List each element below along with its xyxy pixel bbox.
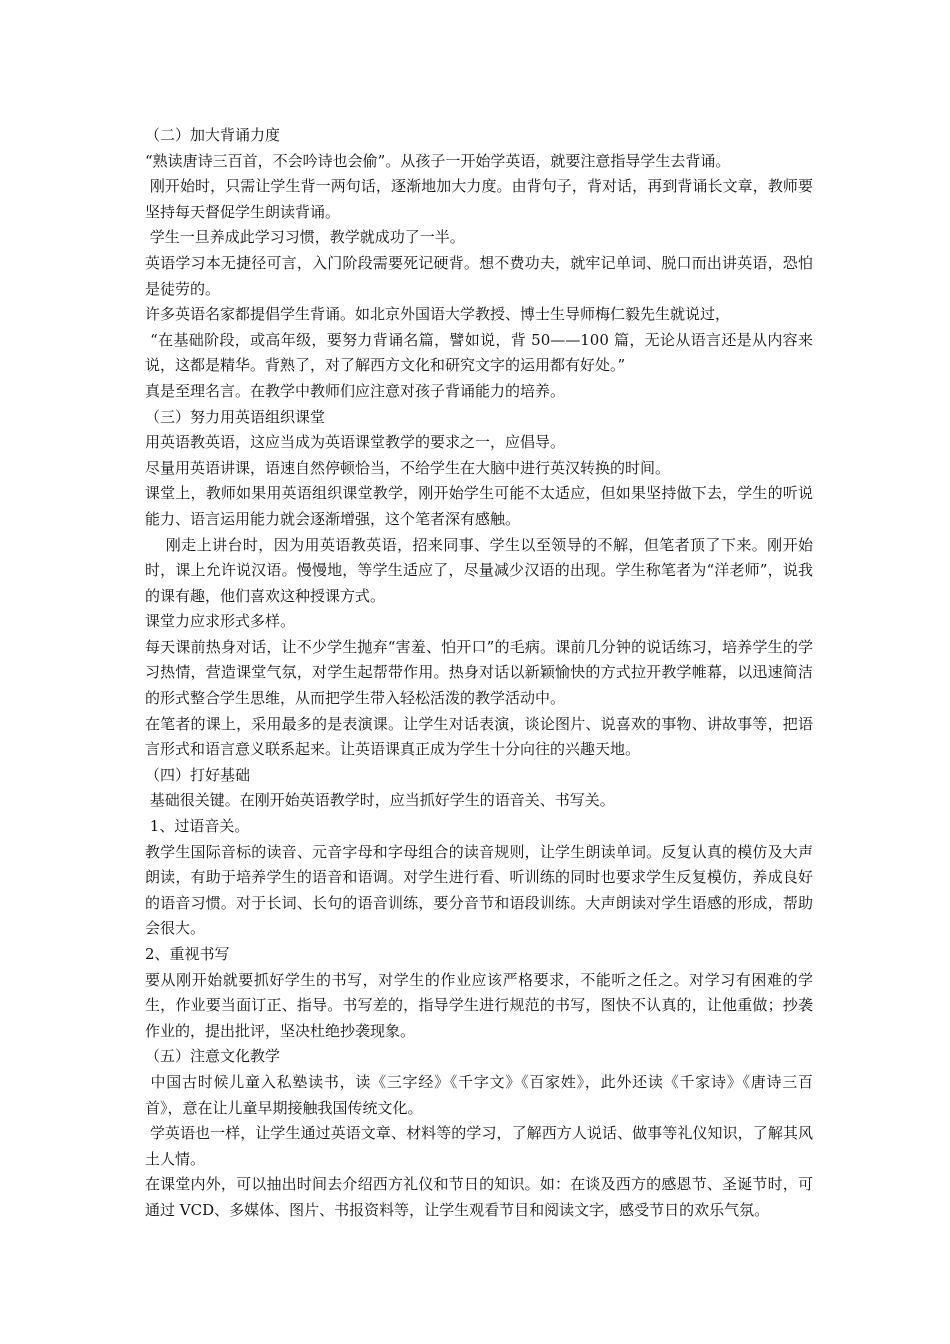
paragraph: 教学生国际音标的读音、元音字母和字母组合的读音规则，让学生朗读单词。反复认真的模仿及大声朗读，有助于培养学生的语音和语调。对学生进行看、听训练的同时也要求学生反复模仿，养成良好的语音习惯。对于长词、长句的语音训练，要分音节和语段训练。大声朗读对学生语感的形成，帮助会很大。	[145, 842, 813, 938]
paragraph: 刚走上讲台时，因为用英语教英语，招来同事、学生以至领导的不解，但笔者顶了下来。刚开始时，课上允许说汉语。慢慢地，等学生适应了，尽量减少汉语的出现。学生称笔者为“洋老师”，说我的课有趣，他们喜欢这种授课方式。	[145, 535, 813, 605]
paragraph: 尽量用英语讲课，语速自然停顿恰当，不给学生在大脑中进行英汉转换的时间。	[145, 458, 671, 477]
paragraph: 要从刚开始就要抓好学生的书写，对学生的作业应该严格要求，不能听之任之。对学习有困难的学生，作业要当面订正、指导。书写差的，指导学生进行规范的书写，图快不认真的，让他重做；抄袭作业的，提出批评，坚决杜绝抄袭现象。	[145, 970, 813, 1040]
paragraph: （三）努力用英语组织课堂	[145, 407, 326, 426]
paragraph: 刚开始时，只需让学生背一两句话，逐渐地加大力度。由背句子，背对话，再到背诵长文章，教师要坚持每天督促学生朗读背诵。	[145, 177, 813, 221]
paragraph: 课堂力应求形式多样。	[145, 612, 296, 631]
paragraph: （五）注意文化教学	[145, 1047, 281, 1066]
paragraph: 学英语也一样，让学生通过英语文章、材料等的学习，了解西方人说话、做事等礼仪知识，了解其风土人情。	[145, 1124, 813, 1168]
paragraph: 基础很关键。在刚开始英语教学时，应当抓好学生的语音关、书写关。	[145, 791, 615, 810]
paragraph: 许多英语名家都提倡学生背诵。如北京外国语大学教授、博士生导师梅仁毅先生就说过，	[145, 305, 731, 324]
paragraph: 每天课前热身对话，让不少学生抛弃“害羞、怕开口”的毛病。课前几分钟的说话练习，培养学生的学习热情，营造课堂气氛，对学生起帮带作用。热身对话以新颖愉快的方式拉开教学帷幕，以迅速简洁的形式整合学生思维，从而把学生带入轻松活泼的教学活动中。	[145, 637, 813, 708]
paragraph: 学生一旦养成此学习习惯，教学就成功了一半。	[145, 228, 465, 247]
paragraph: 2、重视书写	[145, 945, 230, 963]
paragraph: 中国古时候儿童入私塾读书，读《三字经》《千字文》《百家姓》，此外还读《千家诗》《唐诗三百首》，意在让儿童早期接触我国传统文化。	[145, 1072, 813, 1117]
paragraph: 在笔者的课上，采用最多的是表演课。让学生对话表演，谈论图片、说喜欢的事物、讲故事等，把语言形式和语言意义联系起来。让英语课真正成为学生十分向往的兴趣天地。	[145, 714, 813, 759]
document-body	[145, 123, 813, 1224]
paragraph: “在基础阶段，或高年级，要努力背诵名篇，譬如说，背 50——100 篇，无论从语言还是从内容来说，这都是精华。背熟了，对了解西方文化和研究文字的运用都有好处。”	[145, 330, 813, 375]
paragraph: （四）打好基础	[145, 765, 251, 784]
paragraph: 英语学习本无捷径可言，入门阶段需要死记硬背。想不费功夫，就牢记单词、脱口而出讲英语，恐怕是徒劳的。	[145, 253, 813, 298]
paragraph: 用英语教英语，这应当成为英语课堂教学的要求之一，应倡导。	[145, 433, 566, 452]
paragraph: （二）加大背诵力度	[145, 126, 281, 144]
paragraph: 1、过语音关。	[145, 817, 250, 836]
paragraph: 真是至理名言。在教学中教师们应注意对孩子背诵能力的培养。	[145, 381, 566, 400]
paragraph: 在课堂内外，可以抽出时间去介绍西方礼仪和节日的知识。如：在谈及西方的感恩节、圣诞节时，可通过 VCD、多媒体、图片、书报资料等，让学生观看节目和阅读文字，感受节日的欢乐气氛。	[145, 1175, 813, 1219]
paragraph: “熟读唐诗三百首，不会吟诗也会偷”。从孩子一开始学英语，就要注意指导学生去背诵。	[145, 151, 731, 170]
paragraph: 课堂上，教师如果用英语组织课堂教学，刚开始学生可能不太适应，但如果坚持做下去，学生的听说能力、语言运用能力就会逐渐增强，这个笔者深有感触。	[145, 484, 813, 528]
